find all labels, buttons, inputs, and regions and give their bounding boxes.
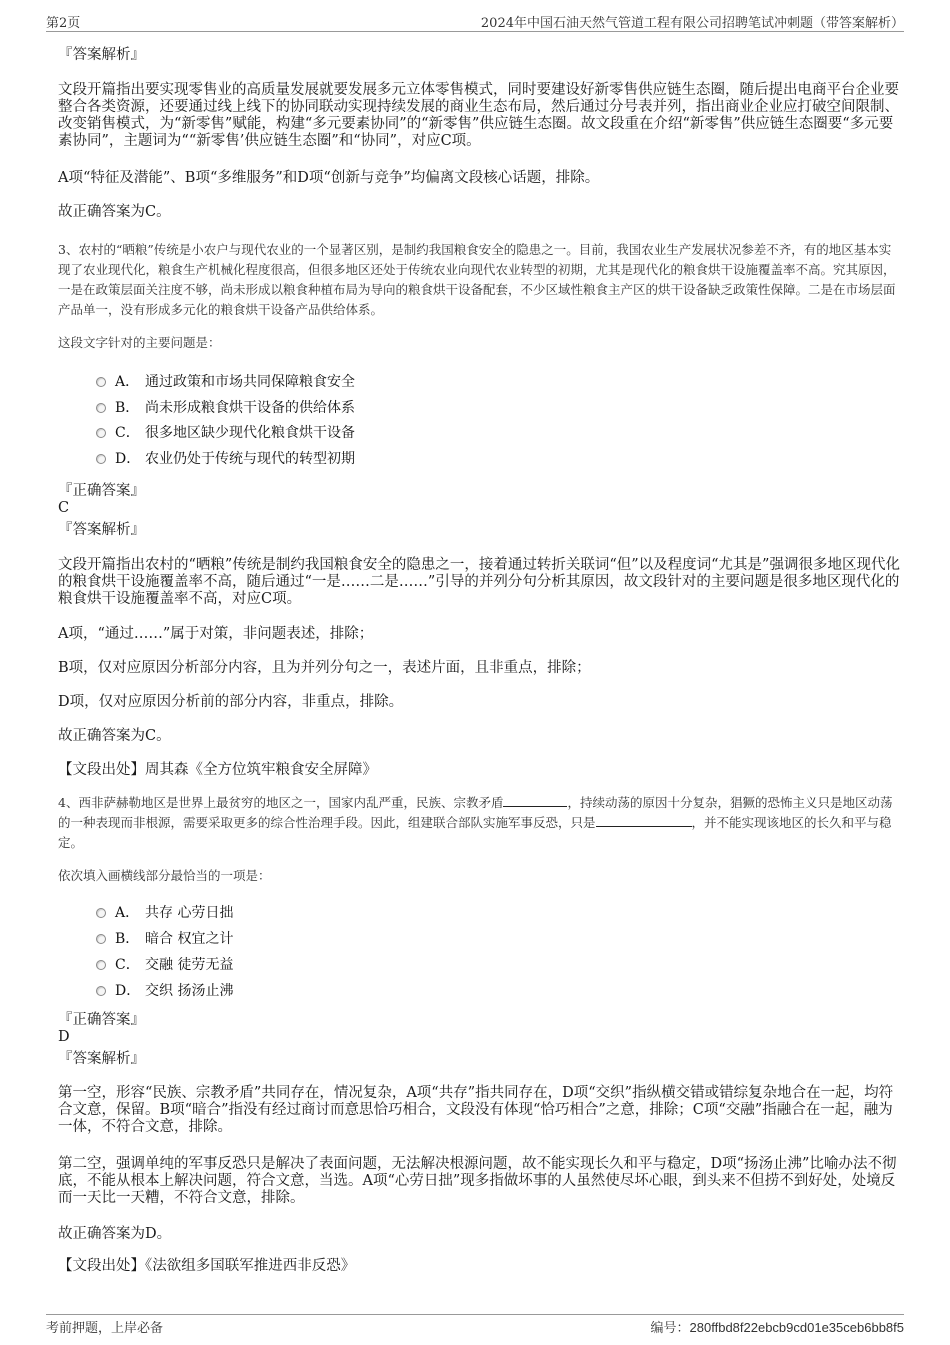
- q4-option-b[interactable]: B． 暗合 权宜之计: [96, 930, 233, 948]
- q4-option-a[interactable]: A． 共存 心劳日拙: [96, 904, 233, 922]
- q4-answer: D: [58, 1029, 70, 1045]
- q4-source: 【文段出处】《法欲组多国联军推进西非反恐》: [58, 1258, 356, 1274]
- footer-slogan: 考前押题，上岸必备: [46, 1321, 164, 1336]
- q3-explain-label: 『答案解析』: [58, 522, 145, 538]
- document-title: 2024年中国石油天然气管道工程有限公司招聘笔试冲刺题（带答案解析）: [480, 16, 904, 31]
- q3-analysis-b: B项，仅对应原因分析部分内容，且为并列分句之一，表述片面，且非重点，排除；: [58, 660, 591, 676]
- radio-icon[interactable]: [96, 403, 106, 413]
- q4-option-d[interactable]: D． 交织 扬汤止沸: [96, 982, 233, 1000]
- q3-option-b[interactable]: B． 尚未形成粮食烘干设备的供给体系: [96, 399, 355, 417]
- q3-option-d[interactable]: D． 农业仍处于传统与现代的转型初期: [96, 450, 355, 468]
- q4-explain-label: 『答案解析』: [58, 1051, 145, 1067]
- q3-answer: C: [58, 500, 70, 516]
- q2-conclusion: 故正确答案为C。: [58, 204, 171, 220]
- page-footer: [46, 1314, 904, 1334]
- document-id: 编号：280ffbd8f22ebcb9cd01e35ceb6bb8f5: [650, 1320, 904, 1335]
- radio-icon[interactable]: [96, 960, 106, 970]
- radio-icon[interactable]: [96, 377, 106, 387]
- page-number: 第2页: [46, 16, 81, 31]
- q3-conclusion: 故正确答案为C。: [58, 728, 171, 744]
- q3-prompt: 这段文字针对的主要问题是：: [58, 335, 221, 350]
- blank-2: [596, 815, 692, 827]
- q4-answer-label: 『正确答案』: [58, 1012, 145, 1028]
- q4-explain-2: 第二空，强调单纯的军事反恐只是解决了表面问题，无法解决根源问题，故不能实现长久和平与稳定，D项“扬汤止沸”比喻办法不彻底，不能从根本上解决问题，符合文意，当选。A项“心劳日拙”现多指做坏事的人虽然使尽坏心眼，到头来不但捞不到好处，处境反而一天比一天糟，不符合文意，排除。: [58, 1156, 897, 1206]
- q3-option-a[interactable]: A． 通过政策和市场共同保障粮食安全: [96, 373, 355, 391]
- q3-analysis-a: A项，“通过……”属于对策，非问题表述，排除；: [58, 626, 374, 642]
- radio-icon[interactable]: [96, 934, 106, 944]
- q3-explain-text: 文段开篇指出农村的“晒粮”传统是制约我国粮食安全的隐患之一，接着通过转折关联词“但”以及程度词“尤其是”强调很多地区现代化的粮食烘干设施覆盖率不高，随后通过“一是……二是……”引导的并列分句分析其原因，故文段针对的主要问题是很多地区现代化的粮食烘干设施覆盖率不高，对应C项。: [58, 557, 900, 607]
- q4-question: 4、西非萨赫勒地区是世界上最贫穷的地区之一，国家内乱严重，民族、宗教矛盾 ，持续动荡的原因十分复杂，猖獗的恐怖主义只是地区动荡的一种表现而非根源，需要采取更多的综合性治理手段。因此，组建联合部队实施军事反恐，只是 ，并不能实现该地区的长久和平与稳定。: [58, 795, 893, 850]
- q3-source: 【文段出处】周其森《全方位筑牢粮食安全屏障》: [58, 762, 377, 778]
- q3-answer-label: 『正确答案』: [58, 483, 145, 499]
- q4-conclusion: 故正确答案为D。: [58, 1226, 172, 1242]
- q2-explain-text: 文段开篇指出要实现零售业的高质量发展就要发展多元立体零售模式，同时要建设好新零售供应链生态圈，随后提出电商平台企业要整合各类资源，还要通过线上线下的协同联动实现持续发展的商业生态布局，然后通过分号表并列，指出商业企业应打破空间限制、改变销售模式，为“新零售”赋能，构建“多元要素协同”的“新零售”供应链生态圈。故文段重在介绍“新零售”供应链生态圈要“多元要素协同”，主题词为““新零售’供应链生态圈”和“协同”，对应C项。: [58, 82, 899, 149]
- q4-option-c[interactable]: C． 交融 徒劳无益: [96, 956, 233, 974]
- q2-exclude-text: A项“特征及潜能”、B项“多维服务”和D项“创新与竞争”均偏离文段核心话题，排除。: [58, 170, 600, 186]
- radio-icon[interactable]: [96, 908, 106, 918]
- q2-explain-label: 『答案解析』: [58, 47, 145, 63]
- blank-1: [503, 795, 567, 807]
- radio-icon[interactable]: [96, 428, 106, 438]
- radio-icon[interactable]: [96, 986, 106, 996]
- q3-option-c[interactable]: C． 很多地区缺少现代化粮食烘干设备: [96, 424, 355, 442]
- q3-question: 3、农村的“晒粮”传统是小农户与现代农业的一个显著区别，是制约我国粮食安全的隐患之一。目前，我国农业生产发展状况参差不齐，有的地区基本实现了农业现代化，粮食生产机械化程度很高，但很多地区还处于传统农业向现代农业转型的初期，尤其是现代化的粮食烘干设施覆盖率不高。究其原因，一是在政策层面关注度不够，尚未形成以粮食种植布局为导向的粮食烘干设备配套，不少区域性粮食主产区的烘干设备缺乏政策性保障。二是在市场层面产品单一，没有形成多元化的粮食烘干设备产品供给体系。: [58, 242, 896, 317]
- page-header: [46, 10, 904, 32]
- q4-prompt: 依次填入画横线部分最恰当的一项是：: [58, 868, 271, 883]
- q3-analysis-d: D项，仅对应原因分析前的部分内容，非重点，排除。: [58, 694, 404, 710]
- q4-explain-1: 第一空，形容“民族、宗教矛盾”共同存在，情况复杂，A项“共存”指共同存在，D项“交织”指纵横交错或错综复杂地合在一起，均符合文意，保留。B项“暗合”指没有经过商讨而意思恰巧相合，文段没有体现“恰巧相合”之意，排除；C项“交融”指融合在一起，融为一体，不符合文意，排除。: [58, 1085, 894, 1135]
- radio-icon[interactable]: [96, 454, 106, 464]
